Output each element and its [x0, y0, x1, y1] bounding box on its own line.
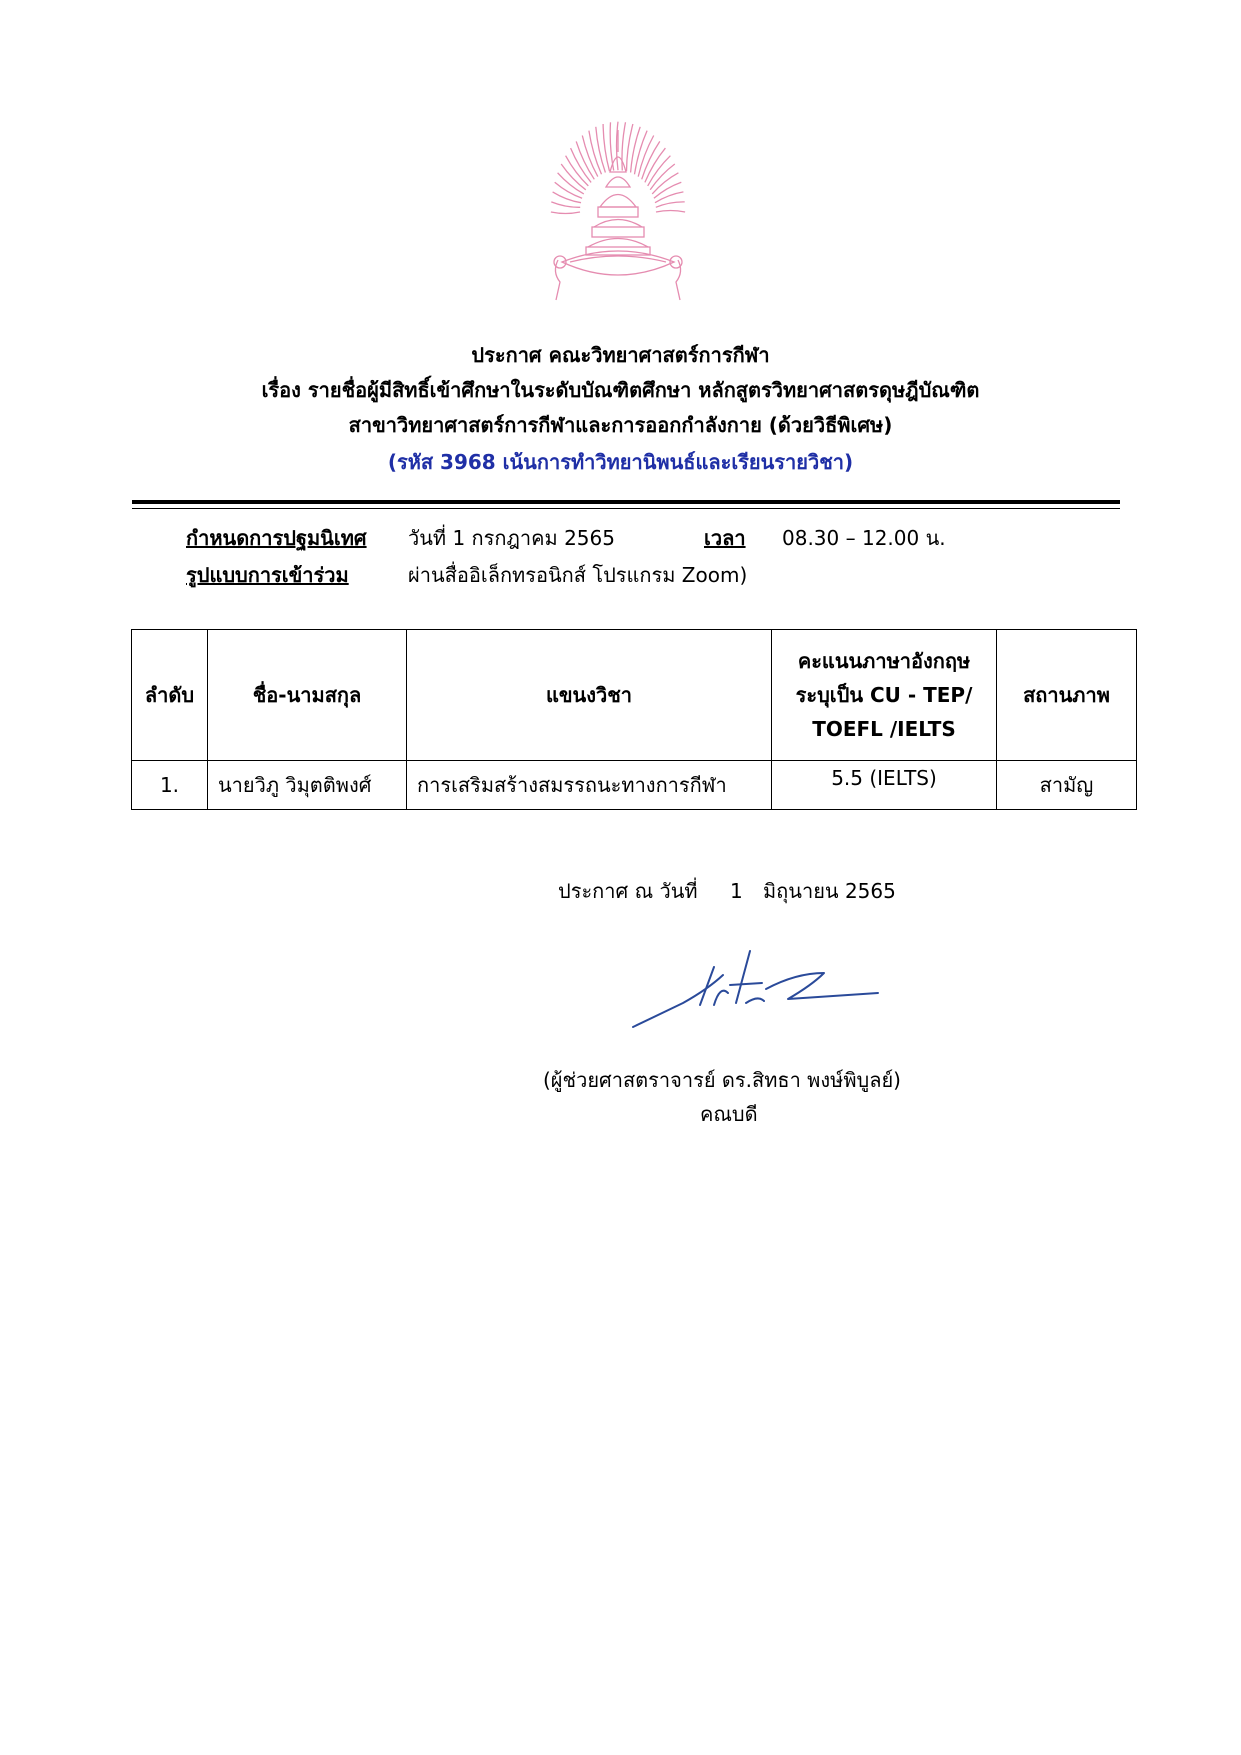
dean-signature — [628, 945, 888, 1035]
announcement-title: ประกาศ คณะวิทยาศาสตร์การกีฬา — [471, 343, 770, 367]
header-status: สถานภาพ — [997, 630, 1137, 761]
announcement-program: สาขาวิทยาศาสตร์การกีฬาและการออกกำลังกาย (ด้วยวิธีพิเศษ) — [348, 413, 893, 437]
orientation-schedule-value: วันที่ 1 กรกฎาคม 2565 — [408, 526, 615, 550]
header-english-score-line: TOEFL /IELTS — [812, 717, 956, 741]
seal-ray — [582, 136, 598, 177]
announcement-date-day: 1 — [730, 879, 743, 903]
orientation-time-label: เวลา — [704, 526, 746, 550]
seal-ray — [652, 173, 678, 194]
cell-sequence: 1. — [132, 761, 208, 810]
program-code-line: (รหัส 3968 เน้นการทำวิทยานิพนธ์และเรียนรายวิชา) — [387, 450, 854, 474]
header-english-score — [772, 630, 997, 761]
cell-status: สามัญ — [997, 761, 1137, 810]
cell-full-name: นายวิภู วิมุตติพงศ์ — [208, 761, 407, 810]
table-row — [132, 761, 1137, 810]
cell-english-score: 5.5 (IELTS) — [772, 761, 997, 810]
participation-format-value: ผ่านสื่ออิเล็กทรอนิกส์ โปรแกรม Zoom) — [408, 563, 748, 587]
header-english-score-line: ระบุเป็น CU - TEP/ — [795, 683, 973, 707]
announcement-date-month-year: มิถุนายน 2565 — [763, 879, 896, 903]
orientation-schedule-label: กำหนดการปฐมนิเทศ — [186, 526, 367, 550]
announcement-subject: เรื่อง รายชื่อผู้มีสิทธิ์เข้าศึกษาในระดับบัณฑิตศึกษา หลักสูตรวิทยาศาสตรดุษฎีบัณฑิต — [261, 378, 980, 402]
participation-format-label: รูปแบบการเข้าร่วม — [186, 563, 349, 587]
header-divider-thick — [132, 500, 1120, 504]
header-field-of-study: แขนงวิชา — [407, 630, 772, 761]
admitted-students-table — [131, 629, 1137, 810]
university-seal-icon — [548, 112, 688, 312]
seal-ray — [551, 212, 580, 214]
seal-ray — [656, 211, 685, 213]
orientation-time-value: 08.30 – 12.00 น. — [782, 526, 946, 550]
cell-field-of-study: การเสริมสร้างสมรรถนะทางการกีฬา — [407, 761, 772, 810]
seal-ray — [553, 192, 581, 203]
header-sequence: ลำดับ — [132, 630, 208, 761]
header-full-name: ชื่อ-นามสกุล — [208, 630, 407, 761]
announcement-date-label: ประกาศ ณ วันที่ — [558, 879, 698, 903]
seal-ray — [656, 202, 685, 207]
table-header-row — [132, 630, 1137, 761]
signatory-position: คณบดี — [700, 1102, 758, 1126]
signatory-name: (ผู้ช่วยศาสตราจารย์ ดร.สิทธา พงษ์พิบูลย์) — [543, 1068, 901, 1092]
header-divider-thin — [132, 508, 1120, 509]
seal-ray — [551, 202, 580, 207]
seal-ray — [603, 124, 609, 171]
header-english-score-line: คะแนนภาษาอังกฤษ — [797, 649, 971, 673]
